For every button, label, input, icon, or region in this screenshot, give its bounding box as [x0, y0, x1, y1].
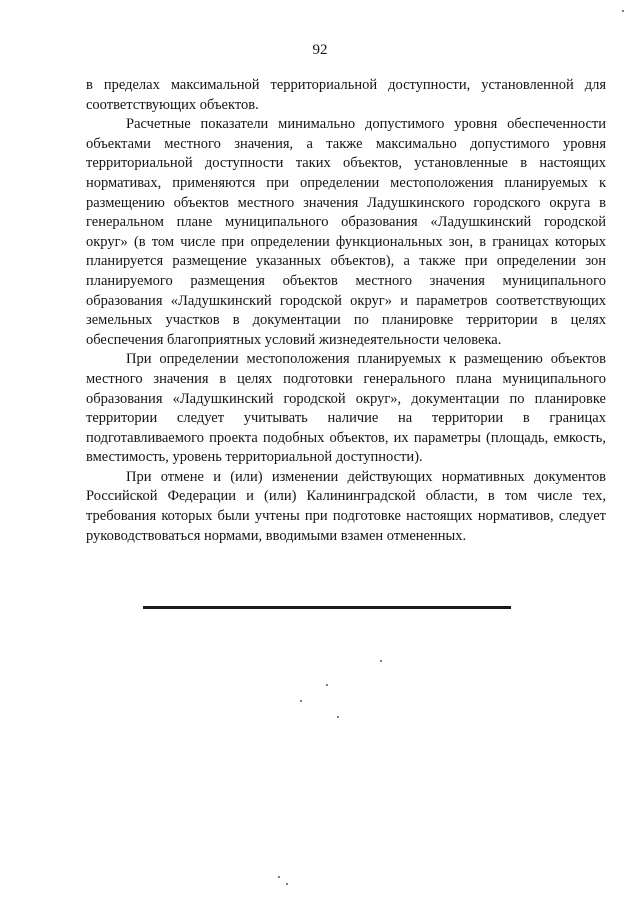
document-body [86, 76, 606, 546]
scan-speck [326, 684, 328, 686]
scan-speck [286, 883, 288, 885]
closing-rule [143, 606, 511, 609]
paragraph-regulation-changes: При отмене и (или) изменении действующих нормативных документов Российской Федерации и (или) Калининградской области, в том числе тех, требования которых были учтены при подготовке настоящих нормативов, следует руководствоваться нормами, вводимыми взамен отмененных. [86, 468, 606, 544]
scan-speck [380, 660, 382, 662]
paragraph-continuation: в пределах максимальной территориальной доступности, установленной для соответствующих объектов. [86, 77, 606, 113]
paragraph-calculation-indicators: Расчетные показатели минимально допустимого уровня обеспеченности объектами местного значения, а также максимально допустимого уровня территориальной доступности таких объектов, установленные в настоящих нормативах, применяются при определении местоположения планируемых к размещению объектов местного значения Ладушкинского городского округа в генеральном плане муниципального образования «Ладушкинский городской округ» (в том числе при определении функциональных зон, в границах которых планируется размещение указанных объектов), а также при определении зон планируемого размещения объектов местного значения муниципального образования «Ладушкинский городской округ» и параметров соответствующих земельных участков в документации по планировке территории в целях обеспечения благоприятных условий жизнедеятельности человека. [86, 116, 606, 348]
scan-speck [278, 876, 280, 878]
scan-speck [622, 10, 624, 12]
scan-speck [337, 716, 339, 718]
page-number: 92 [312, 42, 328, 58]
paragraph-location-determination: При определении местоположения планируемых к размещению объектов местного значения в целях подготовки генерального плана муниципального образования «Ладушкинский городской округ», документации по планировке территории следует учитывать наличие на территории в границах подготавливаемого проекта подобных объектов, их параметры (площадь, емкость, вместимость, уровень территориальной доступности). [86, 351, 606, 466]
scan-speck [300, 700, 302, 702]
